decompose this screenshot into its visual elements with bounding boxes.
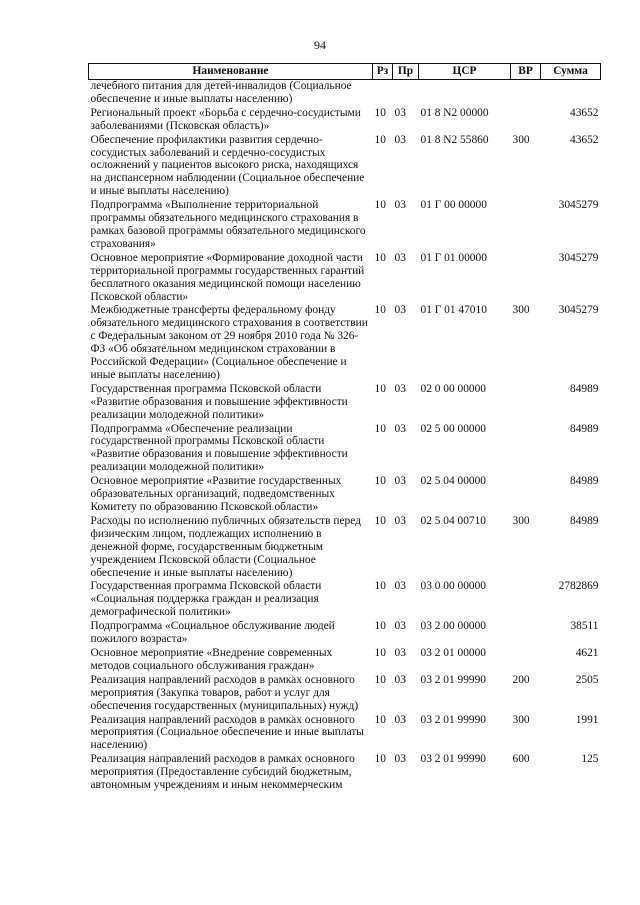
- row-vr-cell: 300: [512, 713, 530, 726]
- row-sum-cell: 2505: [575, 673, 599, 686]
- row-csr-cell: 03 0 00 00000: [420, 580, 486, 593]
- row-vr-cell: 600: [512, 753, 530, 766]
- header-name: Наименование: [89, 64, 373, 80]
- row-rz-cell: 10: [374, 199, 386, 212]
- row-vr-cell: [511, 383, 541, 423]
- header-sum: Сумма: [541, 64, 601, 80]
- row-csr-cell: 01 Г 01 47010: [420, 304, 487, 317]
- row-pr-cell: 03: [394, 475, 406, 488]
- row-rz-cell: 10: [374, 422, 386, 435]
- row-csr-cell: 02 0 00 00000: [420, 382, 486, 395]
- row-pr-cell: 03: [394, 646, 406, 659]
- row-rz-cell: 10: [374, 580, 386, 593]
- row-rz-cell: 10: [374, 753, 386, 766]
- row-pr-cell: 03: [394, 133, 406, 146]
- row-sum-cell: [541, 80, 601, 107]
- row-name-cell: Подпрограмма «Выполнение территориальной программы обязательного медицинского страхования в рамках базовой программы обязательного медицинского страхования»: [90, 199, 366, 250]
- row-sum-cell: 125: [581, 753, 599, 766]
- row-csr-cell: 03 2 01 99990: [420, 673, 486, 686]
- row-rz-cell: 10: [374, 713, 386, 726]
- row-pr-cell: 03: [394, 753, 406, 766]
- row-name-cell: Реализация направлений расходов в рамках основного мероприятия (Социальное обеспечение и иные выплаты населению): [90, 713, 364, 752]
- row-vr-cell: [511, 199, 541, 252]
- row-name-cell: Региональный проект «Борьба с сердечно-сосудистыми заболеваниями (Псковская область)»: [90, 106, 361, 132]
- row-name-cell: Обеспечение профилактики развития сердечно-сосудистых заболеваний и сердечно-сосудистых осложнений у пациентов высокого риска, находящихся на диспансерном наблюдении (Социальное обеспечение и иные выплаты населению): [90, 133, 365, 198]
- row-rz-cell: 10: [374, 673, 386, 686]
- header-csr: ЦСР: [419, 64, 511, 80]
- row-pr-cell: 03: [394, 199, 406, 212]
- table-row: [89, 753, 601, 793]
- row-pr-cell: 03: [394, 620, 406, 633]
- row-pr-cell: 03: [394, 713, 406, 726]
- row-sum-cell: 84989: [570, 475, 599, 488]
- table-row: [89, 107, 601, 134]
- row-rz-cell: 10: [374, 514, 386, 527]
- row-rz-cell: 10: [374, 620, 386, 633]
- row-sum-cell: 84989: [570, 382, 599, 395]
- table-row: [89, 647, 601, 674]
- row-vr-cell: [511, 620, 541, 647]
- table-row: [89, 674, 601, 714]
- table-row: [89, 423, 601, 476]
- row-csr-cell: 03 2 01 99990: [420, 713, 486, 726]
- row-pr-cell: 03: [394, 251, 406, 264]
- row-rz-cell: 10: [374, 106, 386, 119]
- page-number: 94: [314, 38, 326, 52]
- row-pr-cell: 03: [394, 304, 406, 317]
- row-pr-cell: [393, 80, 419, 107]
- row-name-cell: Государственная программа Псковской области «Социальная поддержка граждан и реализация демографической политики»: [90, 580, 322, 619]
- table-body: [89, 80, 601, 793]
- row-vr-cell: [511, 252, 541, 305]
- row-name-cell: Основное мероприятие «Формирование доходной части территориальной программы государственных гарантий бесплатного оказания медицинской помощи населению Псковской области»: [90, 251, 365, 303]
- row-pr-cell: 03: [394, 422, 406, 435]
- row-name-cell: Подпрограмма «Обеспечение реализации государственной программы Псковской области «Развитие образования и повышение эффективности реализации молодежной политики»: [90, 422, 348, 474]
- table-header-row: [89, 64, 601, 80]
- row-sum-cell: 43652: [570, 133, 599, 146]
- budget-table: [88, 63, 601, 793]
- row-sum-cell: 84989: [570, 514, 599, 527]
- row-sum-cell: 38511: [570, 620, 599, 633]
- row-rz-cell: 10: [374, 304, 386, 317]
- table-row: [89, 252, 601, 305]
- table-row: [89, 134, 601, 200]
- row-csr-cell: [419, 80, 511, 107]
- table-row: [89, 383, 601, 423]
- header-rz: Рз: [373, 64, 393, 80]
- row-pr-cell: 03: [394, 580, 406, 593]
- row-sum-cell: 4621: [575, 646, 599, 659]
- row-csr-cell: 03 2 00 00000: [420, 620, 486, 633]
- row-pr-cell: 03: [394, 514, 406, 527]
- row-csr-cell: 02 5 04 00000: [420, 475, 486, 488]
- row-csr-cell: 01 8 N2 00000: [420, 106, 489, 119]
- row-sum-cell: 3045279: [558, 304, 599, 317]
- header-vr: ВР: [511, 64, 541, 80]
- budget-table-container: [88, 63, 600, 793]
- table-row: [89, 304, 601, 382]
- row-name-cell: Подпрограмма «Социальное обслуживание людей пожилого возраста»: [90, 620, 335, 646]
- row-vr-cell: 300: [512, 304, 530, 317]
- row-rz-cell: 10: [374, 382, 386, 395]
- row-name-cell: лечебного питания для детей-инвалидов (Социальное обеспечение и иные выплаты населению): [90, 80, 352, 105]
- row-name-cell: Основное мероприятие «Внедрение современных методов социального обслуживания граждан»: [90, 646, 333, 672]
- row-rz-cell: 10: [374, 475, 386, 488]
- row-name-cell: Государственная программа Псковской области «Развитие образования и повышение эффективности реализации молодежной политики»: [90, 382, 348, 421]
- header-pr: Пр: [393, 64, 419, 80]
- table-row: [89, 714, 601, 754]
- row-vr-cell: [511, 647, 541, 674]
- row-pr-cell: 03: [394, 106, 406, 119]
- row-vr-cell: 300: [512, 514, 530, 527]
- row-sum-cell: 43652: [570, 106, 599, 119]
- row-csr-cell: 01 Г 01 00000: [420, 251, 487, 264]
- row-sum-cell: 84989: [570, 422, 599, 435]
- table-row: [89, 515, 601, 581]
- row-name-cell: Расходы по исполнению публичных обязательств перед физическим лицом, подлежащих исполнению в денежной форме, государственным бюджетным учреждением Псковской области (Социальное обеспечение и иные выплаты населению): [90, 514, 361, 579]
- row-csr-cell: 01 8 N2 55860: [420, 133, 489, 146]
- row-sum-cell: 3045279: [558, 251, 599, 264]
- row-csr-cell: 03 2 01 00000: [420, 646, 486, 659]
- row-sum-cell: 2782869: [558, 580, 599, 593]
- row-pr-cell: 03: [394, 382, 406, 395]
- table-row: [89, 199, 601, 252]
- row-csr-cell: 01 Г 00 00000: [420, 199, 487, 212]
- row-vr-cell: 200: [512, 673, 530, 686]
- row-name-cell: Основное мероприятие «Развитие государственных образовательных организаций, подведомственных Комитету по образованию Псковской области»: [90, 475, 342, 513]
- row-vr-cell: [511, 80, 541, 107]
- row-name-cell: Реализация направлений расходов в рамках основного мероприятия (Предоставление субсидий бюджетным, автономным учреждениям и иным некоммерческим: [90, 753, 355, 792]
- row-sum-cell: 3045279: [558, 199, 599, 212]
- table-row: [89, 580, 601, 620]
- row-vr-cell: [511, 423, 541, 476]
- table-row: [89, 620, 601, 647]
- row-name-cell: Реализация направлений расходов в рамках основного мероприятия (Закупка товаров, работ и услуг для обеспечения государственных (муниципальных) нужд): [90, 673, 359, 712]
- row-vr-cell: [511, 107, 541, 134]
- row-csr-cell: 03 2 01 99990: [420, 753, 486, 766]
- row-vr-cell: 300: [512, 133, 530, 146]
- row-rz-cell: [373, 80, 393, 107]
- table-row: [89, 80, 601, 107]
- row-csr-cell: 02 5 00 00000: [420, 422, 486, 435]
- row-vr-cell: [511, 475, 541, 515]
- table-row: [89, 475, 601, 515]
- row-name-cell: Межбюджетные трансферты федеральному фонду обязательного медицинского страхования в соответствии с Федеральным законом от 29 ноября 2010 года № 326-ФЗ «Об обязательном медицинском страховании в Российской Федерации» (Социальное обеспечение и иные выплаты населению): [90, 304, 368, 381]
- row-csr-cell: 02 5 04 00710: [420, 514, 486, 527]
- row-rz-cell: 10: [374, 251, 386, 264]
- row-pr-cell: 03: [394, 673, 406, 686]
- row-rz-cell: 10: [374, 133, 386, 146]
- row-vr-cell: [511, 580, 541, 620]
- row-sum-cell: 1991: [575, 713, 599, 726]
- row-rz-cell: 10: [374, 646, 386, 659]
